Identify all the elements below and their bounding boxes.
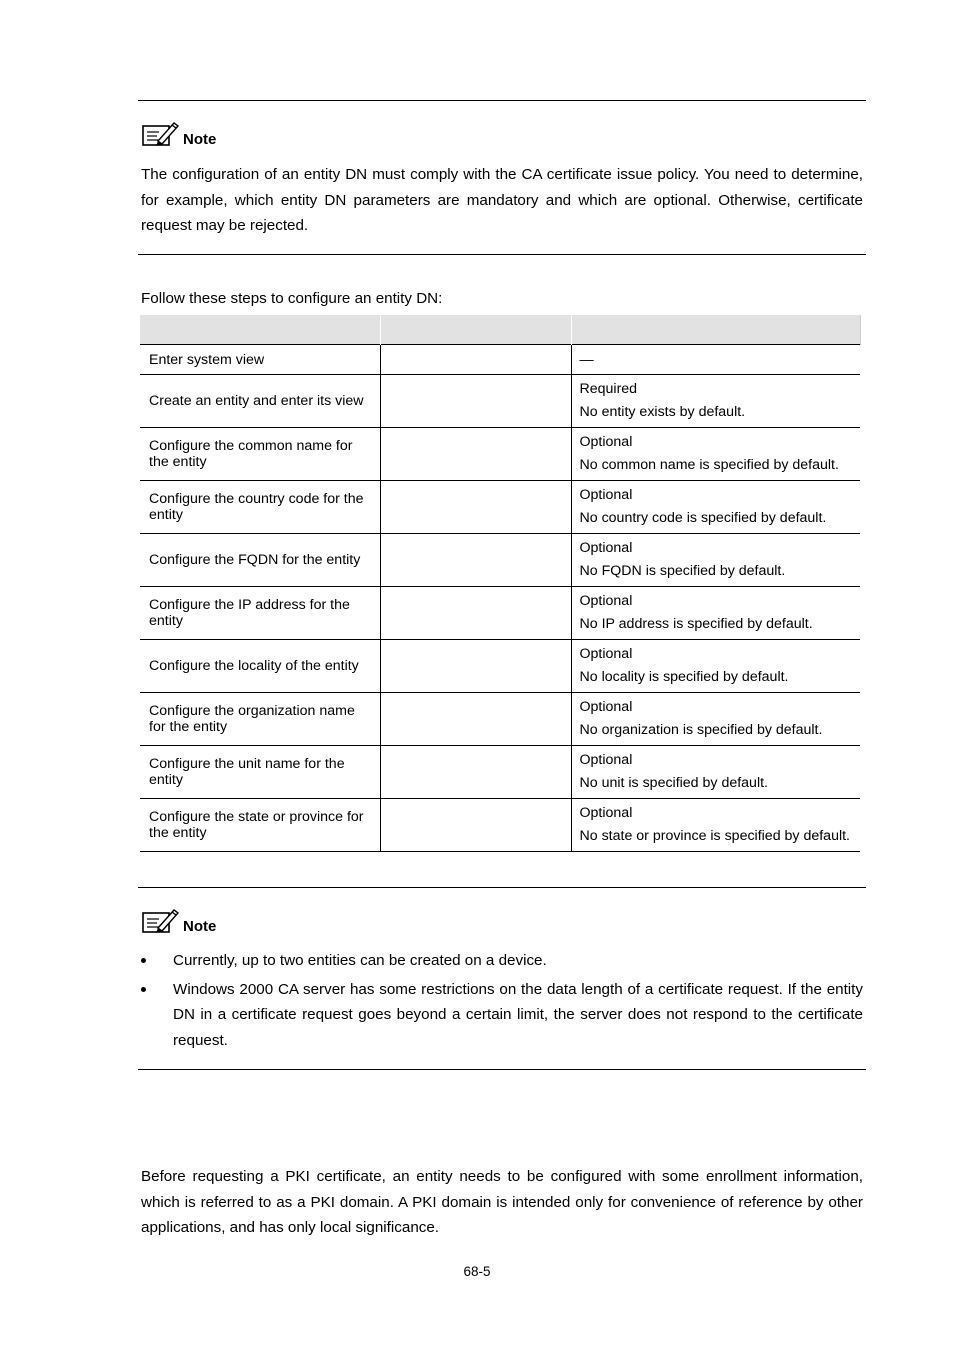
table-cell-operation: Configure the state or province for the entity xyxy=(140,799,380,852)
table-cell-remarks xyxy=(571,428,860,481)
table-cell-remarks xyxy=(571,481,860,534)
note2-top-rule xyxy=(138,887,866,888)
table-cell-command xyxy=(380,481,571,534)
remark-requirement: Optional xyxy=(579,752,633,768)
table-row xyxy=(140,428,860,481)
table-row xyxy=(140,640,860,693)
table-cell-command xyxy=(380,640,571,693)
list-item xyxy=(141,948,863,974)
table-cell-command xyxy=(380,693,571,746)
table-cell-remarks xyxy=(571,587,860,640)
note2-header xyxy=(141,907,216,935)
table-cell-command xyxy=(380,345,571,375)
remark-requirement: Optional xyxy=(579,593,633,609)
remark-default: No common name is specified by default. xyxy=(579,457,839,473)
table-cell-operation: Configure the FQDN for the entity xyxy=(140,534,380,587)
remark-requirement: Optional xyxy=(579,487,633,503)
remark-text: — xyxy=(579,351,594,368)
pki-domain-paragraph: Before requesting a PKI certificate, an entity needs to be configured with some enrollment information, which is referred to as a PKI domain. A PKI domain is intended only for convenience of reference by other applications, and has only local significance. xyxy=(141,1168,863,1236)
remark-default: No IP address is specified by default. xyxy=(579,616,813,632)
table-row xyxy=(140,587,860,640)
table-header-command xyxy=(380,315,571,345)
table-row xyxy=(140,693,860,746)
table-cell-command xyxy=(380,746,571,799)
table-header-operation xyxy=(140,315,380,345)
table-row xyxy=(140,534,860,587)
table-cell-command xyxy=(380,587,571,640)
table-cell-operation: Create an entity and enter its view xyxy=(140,375,380,428)
note1-text: The configuration of an entity DN must comply with the CA certificate issue policy. You need to determine, for example, which entity DN parameters are mandatory and which are optional. Otherwise, certificate request may be rejected. xyxy=(141,166,863,234)
remark-requirement: Optional xyxy=(579,434,633,450)
remark-default: No FQDN is specified by default. xyxy=(579,563,786,579)
table-row xyxy=(140,345,860,375)
table-cell-command xyxy=(380,534,571,587)
remark-default: No country code is specified by default. xyxy=(579,510,827,526)
list-item xyxy=(141,977,863,1054)
table-row xyxy=(140,481,860,534)
bullet-icon xyxy=(141,987,146,992)
note1-top-rule xyxy=(138,100,866,101)
table-cell-remarks xyxy=(571,345,860,375)
table-cell-remarks xyxy=(571,799,860,852)
table-cell-remarks xyxy=(571,375,860,428)
list-item-text: Currently, up to two entities can be created on a device. xyxy=(173,952,547,969)
table-cell-remarks xyxy=(571,640,860,693)
note2-title: Note xyxy=(183,918,217,935)
note2-list xyxy=(141,948,863,1056)
table-cell-operation: Configure the country code for the entity xyxy=(140,481,380,534)
remark-requirement: Optional xyxy=(579,646,633,662)
table-cell-operation: Enter system view xyxy=(140,345,380,375)
table-row xyxy=(140,375,860,428)
entity-dn-steps-table xyxy=(140,315,861,852)
remark-default: No unit is specified by default. xyxy=(579,775,768,791)
note1-header xyxy=(141,120,216,148)
remark-default: No entity exists by default. xyxy=(579,404,746,420)
table-cell-remarks xyxy=(571,693,860,746)
table-cell-command xyxy=(380,375,571,428)
table-cell-operation: Configure the organization name for the entity xyxy=(140,693,380,746)
remark-requirement: Required xyxy=(579,381,638,397)
table-cell-command xyxy=(380,428,571,481)
remark-default: No organization is specified by default. xyxy=(579,722,823,738)
table-header-remarks xyxy=(571,315,860,345)
table-header-row xyxy=(140,315,860,345)
table-row xyxy=(140,799,860,852)
remark-requirement: Optional xyxy=(579,699,633,715)
table-cell-remarks xyxy=(571,534,860,587)
remark-requirement: Optional xyxy=(579,805,633,821)
note1-bottom-rule xyxy=(138,254,866,255)
table-cell-remarks xyxy=(571,746,860,799)
note-pencil-icon xyxy=(141,907,179,935)
table-row xyxy=(140,746,860,799)
table-cell-operation: Configure the locality of the entity xyxy=(140,640,380,693)
note1-title: Note xyxy=(183,131,217,148)
table-cell-operation: Configure the unit name for the entity xyxy=(140,746,380,799)
note-pencil-icon xyxy=(141,120,179,148)
table-cell-command xyxy=(380,799,571,852)
page-number: 68-5 xyxy=(463,1264,491,1279)
bullet-icon xyxy=(141,958,146,963)
table-cell-operation: Configure the common name for the entity xyxy=(140,428,380,481)
list-item-text: Windows 2000 CA server has some restrictions on the data length of a certificate request. If the entity DN in a certificate request goes beyond a certain limit, the server does not respond to the certificate request. xyxy=(173,980,863,1049)
table-cell-operation: Configure the IP address for the entity xyxy=(140,587,380,640)
remark-default: No locality is specified by default. xyxy=(579,669,789,685)
table-intro: Follow these steps to configure an entity DN: xyxy=(141,290,443,307)
note2-bottom-rule xyxy=(138,1069,866,1070)
remark-requirement: Optional xyxy=(579,540,633,556)
remark-default: No state or province is specified by default. xyxy=(579,828,850,844)
